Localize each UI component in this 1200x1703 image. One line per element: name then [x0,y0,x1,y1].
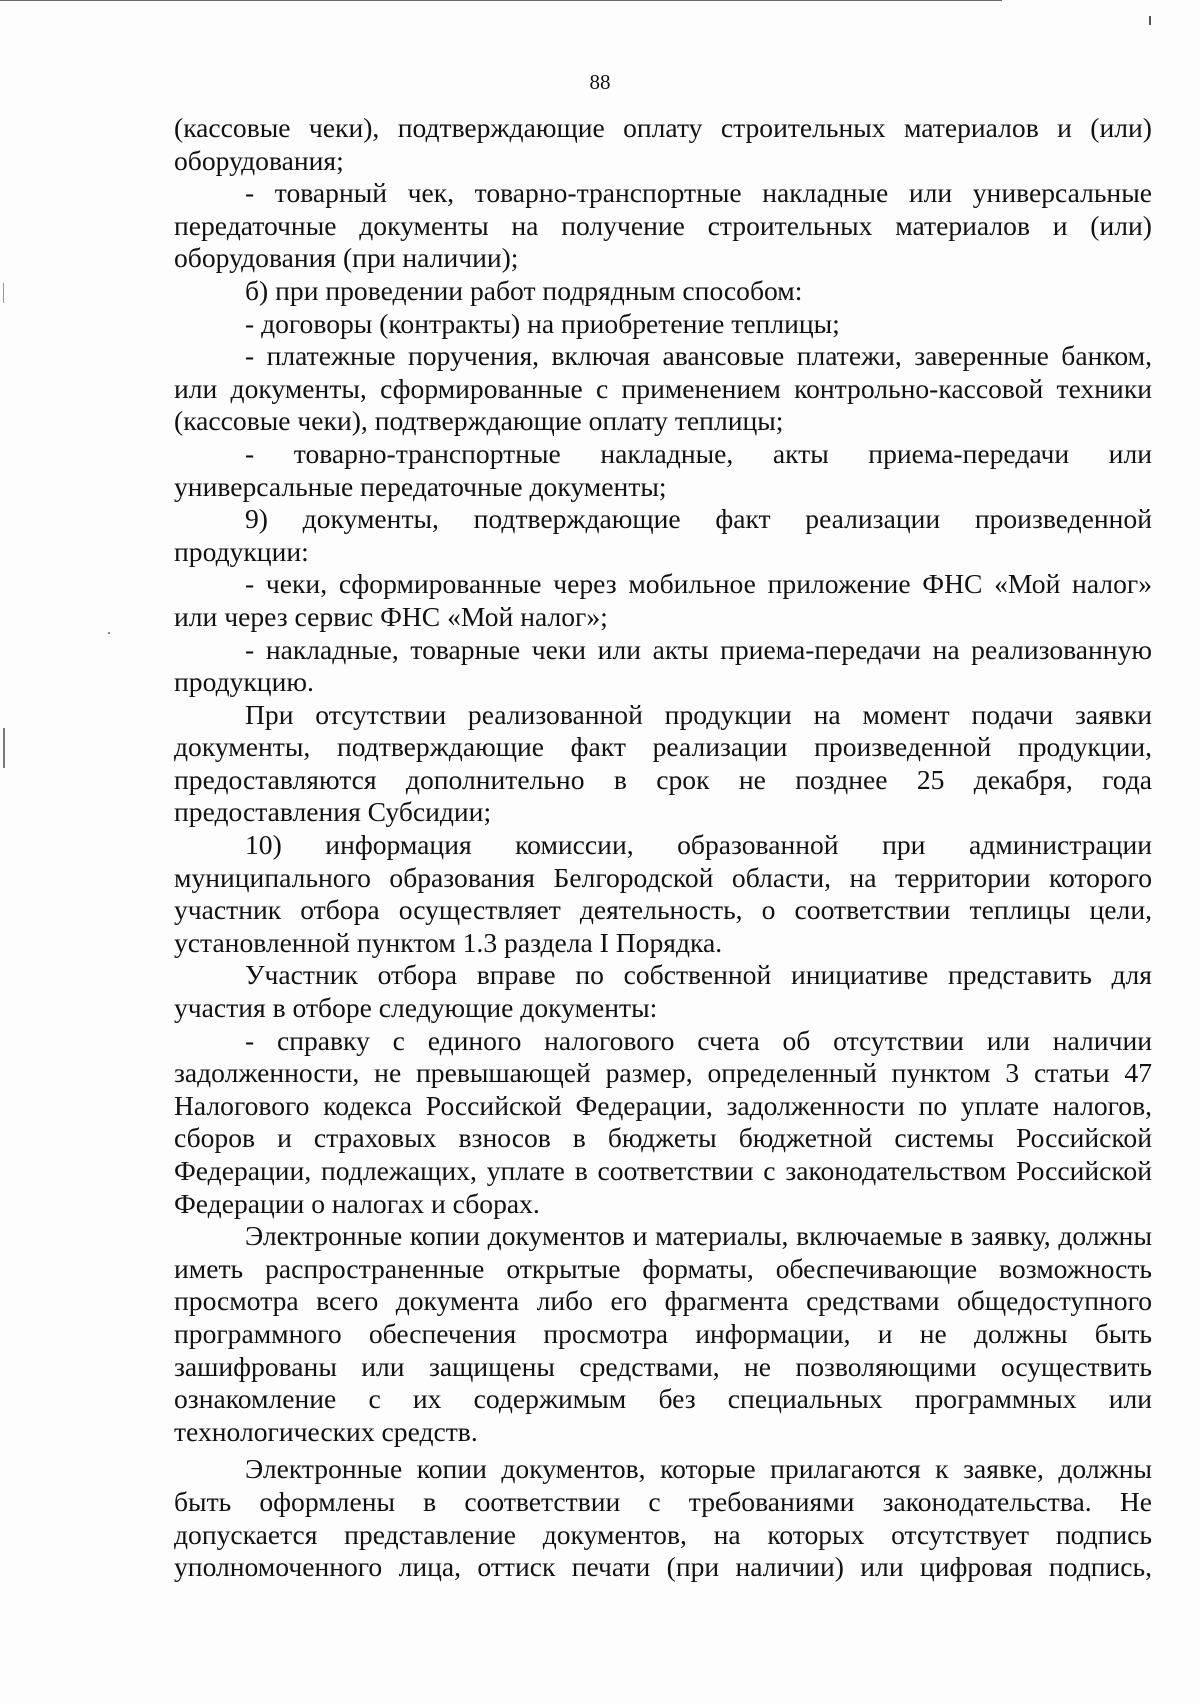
scan-top-edge-line [0,0,1002,1]
scan-mark-left-2 [3,728,5,768]
paragraph-7: 9) документы, подтверждающие факт реализации произведенной продукции: [174,503,1152,567]
paragraph-13: - справку с единого налогового счета об отсутствии или наличии задолженности, не превышающей размер, определенный пунктом 3 статьи 47 Налогового кодекса Российской Федерации, задолженности по уплате налогов, сборов и страховых взносов в бюджеты бюджетной системы Российской Федерации, подлежащих, уплате в соответствии с законодательством Российской Федерации о налогах и сборах. [174,1024,1152,1219]
paragraph-8: - чеки, сформированные через мобильное приложение ФНС «Мой налог» или через сервис ФНС «Мой налог»; [174,568,1152,632]
paragraph-10: При отсутствии реализованной продукции на момент подачи заявки документы, подтверждающие факт реализации произведенной продукции, предоставляются дополнительно в срок не позднее 25 декабря, года предоставления Субсидии; [174,698,1152,828]
scan-mark-left-1 [3,283,4,303]
paragraph-9: - накладные, товарные чеки или акты приема-передачи на реализованную продукцию. [174,633,1152,698]
paragraph-11: 10) информация комиссии, образованной при администрации муниципального образования Белгородской области, на территории которого участник отбора осуществляет деятельность, о соответствии теплицы цели, установленной пунктом 1.3 раздела I Порядка. [174,829,1152,958]
paragraph-4: - договоры (контракты) на приобретение теплицы; [245,307,840,339]
document-body [174,112,1152,1584]
paragraph-2: - товарный чек, товарно-транспортные накладные или универсальные передаточные документы на получение строительных материалов и (или) оборудования (при наличии); [174,177,1152,274]
paragraph-15: Электронные копии документов, которые прилагаются к заявке, должны быть оформлены в соответствии с требованиями законодательства. Не допускается представление документов, на которых отсутствует подпись уполномоченного лица, оттиск печати (при наличии) или цифровая подпись, [174,1453,1152,1583]
paragraph-14: Электронные копии документов и материалы, включаемые в заявку, должны иметь распространенные открытые форматы, обеспечивающие возможность просмотра всего документа либо его фрагмента средствами общедоступного программного обеспечения просмотра информации, и не должны быть зашифрованы или защищены средствами, не позволяющими осуществить ознакомление с их содержимым без специальных программных или технологических средств. [174,1220,1152,1447]
scan-mark-top-right [1149,16,1151,25]
paragraph-6: - товарно-транспортные накладные, акты приема-передачи или универсальные передаточные документы; [174,437,1152,502]
page-number: 88 [589,70,611,94]
paragraph-12: Участник отбора вправе по собственной инициативе представить для участия в отборе следующие документы: [174,959,1152,1024]
paragraph-5: - платежные поручения, включая авансовые платежи, заверенные банком, или документы, сформированные с применением контрольно-кассовой техники (кассовые чеки), подтверждающие оплату теплицы; [174,340,1152,437]
paragraph-1: (кассовые чеки), подтверждающие оплату строительных материалов и (или) оборудования; [174,112,1152,176]
scan-mark-left-dot [108,632,110,634]
paragraph-3: б) при проведении работ подрядным способом: [245,274,803,306]
